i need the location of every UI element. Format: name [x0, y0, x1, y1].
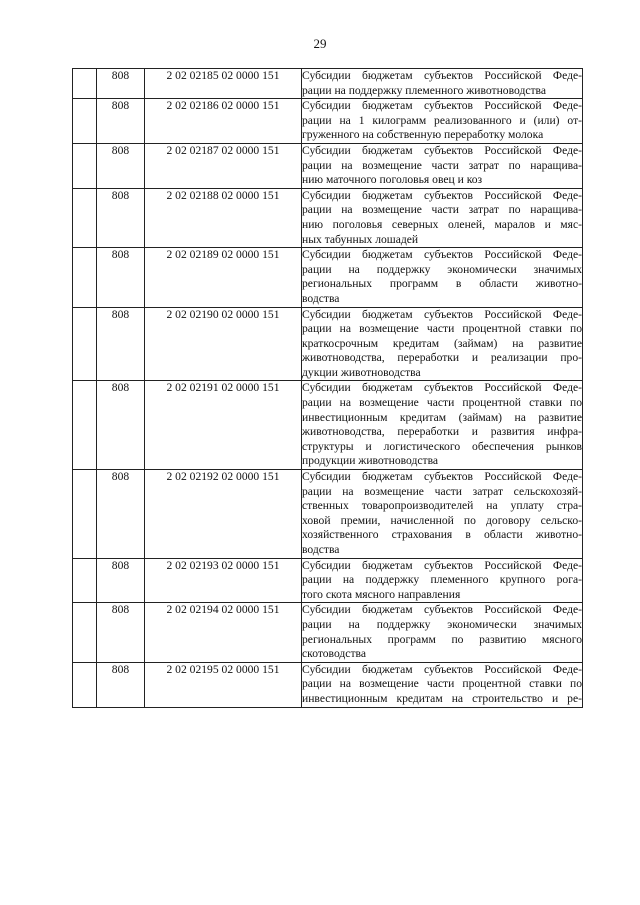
revenue-name-line: рации на возмещение части затрат по наращива-: [302, 158, 582, 172]
blank-cell: [73, 470, 97, 559]
revenue-name-line: рации на поддержку экономически значимых: [302, 617, 582, 631]
table-body: [73, 69, 583, 708]
revenue-name-line: региональных программ по развитию мясного: [302, 632, 582, 646]
blank-cell: [73, 143, 97, 188]
revenue-name-line: Субсидии бюджетам субъектов Российской Феде-: [302, 248, 582, 262]
revenue-name-line: инвестиционным кредитам на строительство и ре-: [302, 691, 582, 705]
budget-codes-table: [72, 68, 583, 708]
administrator-code: 808: [97, 558, 145, 603]
revenue-name-line: региональных программ в области животно-: [302, 277, 582, 291]
blank-cell: [73, 69, 97, 99]
revenue-name-line: груженного на собственную переработку молока: [302, 128, 544, 142]
revenue-name: [302, 143, 583, 188]
revenue-name-line: того скота мясного направления: [302, 587, 461, 601]
table-row: [73, 307, 583, 381]
revenue-name-line: Субсидии бюджетам субъектов Российской Феде-: [302, 603, 582, 617]
revenue-code: 2 02 02193 02 0000 151: [145, 558, 302, 603]
revenue-name-line: Субсидии бюджетам субъектов Российской Феде-: [302, 188, 582, 202]
table-row: [73, 99, 583, 144]
table-row: [73, 188, 583, 247]
administrator-code: 808: [97, 603, 145, 662]
revenue-name-line: животноводства, переработки и реализации про-: [302, 351, 582, 365]
revenue-code: 2 02 02186 02 0000 151: [145, 99, 302, 144]
revenue-name-line: инвестиционным кредитам (займам) на развитие: [302, 410, 582, 424]
table-row: [73, 662, 583, 707]
revenue-name: [302, 69, 583, 99]
administrator-code: 808: [97, 662, 145, 707]
table-row: [73, 558, 583, 603]
revenue-name-line: ных табунных лошадей: [302, 232, 419, 246]
table-row: [73, 470, 583, 559]
revenue-name-line: Субсидии бюджетам субъектов Российской Феде-: [302, 69, 582, 82]
revenue-name: [302, 662, 583, 707]
revenue-name: [302, 307, 583, 381]
administrator-code: 808: [97, 248, 145, 307]
table-row: [73, 248, 583, 307]
revenue-name-line: Субсидии бюджетам субъектов Российской Феде-: [302, 381, 582, 395]
revenue-name-line: рации на поддержку племенного животноводства: [302, 83, 547, 97]
revenue-name-line: скотоводства: [302, 647, 366, 661]
administrator-code: 808: [97, 470, 145, 559]
revenue-name-line: продукции животноводства: [302, 454, 439, 468]
blank-cell: [73, 248, 97, 307]
revenue-name: [302, 470, 583, 559]
revenue-name: [302, 248, 583, 307]
blank-cell: [73, 307, 97, 381]
revenue-name-line: Субсидии бюджетам субъектов Российской Феде-: [302, 307, 582, 321]
table-row: [73, 69, 583, 99]
revenue-code: 2 02 02194 02 0000 151: [145, 603, 302, 662]
table-row: [73, 143, 583, 188]
revenue-name-line: водства: [302, 291, 340, 305]
revenue-name-line: Субсидии бюджетам субъектов Российской Феде-: [302, 470, 582, 484]
revenue-name-line: ственных товаропроизводителей на уплату стра-: [302, 499, 582, 513]
table-row: [73, 603, 583, 662]
revenue-code: 2 02 02195 02 0000 151: [145, 662, 302, 707]
blank-cell: [73, 603, 97, 662]
revenue-name: [302, 381, 583, 470]
blank-cell: [73, 99, 97, 144]
table-row: [73, 381, 583, 470]
page-number: 29: [313, 36, 327, 51]
revenue-name: [302, 603, 583, 662]
revenue-name-line: рации на возмещение части процентной ставки по: [302, 396, 582, 410]
blank-cell: [73, 381, 97, 470]
administrator-code: 808: [97, 143, 145, 188]
revenue-code: 2 02 02189 02 0000 151: [145, 248, 302, 307]
revenue-name-line: рации на возмещение части затрат сельскохозяй-: [302, 484, 582, 498]
revenue-name-line: рации на возмещение части процентной ставки по: [302, 677, 582, 691]
administrator-code: 808: [97, 381, 145, 470]
revenue-name-line: рации на возмещение части затрат по наращива-: [302, 203, 582, 217]
revenue-code: 2 02 02188 02 0000 151: [145, 188, 302, 247]
revenue-code: 2 02 02191 02 0000 151: [145, 381, 302, 470]
administrator-code: 808: [97, 99, 145, 144]
revenue-name: [302, 99, 583, 144]
revenue-name-line: рации на поддержку экономически значимых: [302, 262, 582, 276]
revenue-name-line: животноводства, переработки и развития инфра-: [302, 425, 582, 439]
revenue-code: 2 02 02185 02 0000 151: [145, 69, 302, 99]
revenue-name-line: дукции животноводства: [302, 365, 421, 379]
administrator-code: 808: [97, 69, 145, 99]
revenue-code: 2 02 02190 02 0000 151: [145, 307, 302, 381]
revenue-name: [302, 188, 583, 247]
blank-cell: [73, 558, 97, 603]
revenue-name-line: краткосрочным кредитам (займам) на развитие: [302, 336, 582, 350]
revenue-name-line: Субсидии бюджетам субъектов Российской Феде-: [302, 143, 582, 157]
administrator-code: 808: [97, 307, 145, 381]
revenue-name-line: ховой премии, начисленной по договору сельско-: [302, 513, 582, 527]
revenue-name: [302, 558, 583, 603]
blank-cell: [73, 188, 97, 247]
revenue-code: 2 02 02192 02 0000 151: [145, 470, 302, 559]
revenue-name-line: рации на поддержку племенного крупного рога-: [302, 573, 582, 587]
revenue-name-line: Субсидии бюджетам субъектов Российской Феде-: [302, 662, 582, 676]
blank-cell: [73, 662, 97, 707]
revenue-name-line: нию поголовья северных оленей, маралов и мяс-: [302, 217, 582, 231]
administrator-code: 808: [97, 188, 145, 247]
revenue-code: 2 02 02187 02 0000 151: [145, 143, 302, 188]
revenue-name-line: нию маточного поголовья овец и коз: [302, 173, 483, 187]
revenue-name-line: водства: [302, 543, 340, 556]
revenue-name-line: рации на 1 килограмм реализованного и (или) от-: [302, 113, 582, 127]
revenue-name-line: структуры и логистического обеспечения рынков: [302, 439, 582, 453]
revenue-name-line: Субсидии бюджетам субъектов Российской Феде-: [302, 558, 582, 572]
revenue-name-line: хозяйственного страхования в области животно-: [302, 528, 582, 542]
revenue-name-line: рации на возмещение части процентной ставки по: [302, 322, 582, 336]
revenue-name-line: Субсидии бюджетам субъектов Российской Феде-: [302, 99, 582, 113]
